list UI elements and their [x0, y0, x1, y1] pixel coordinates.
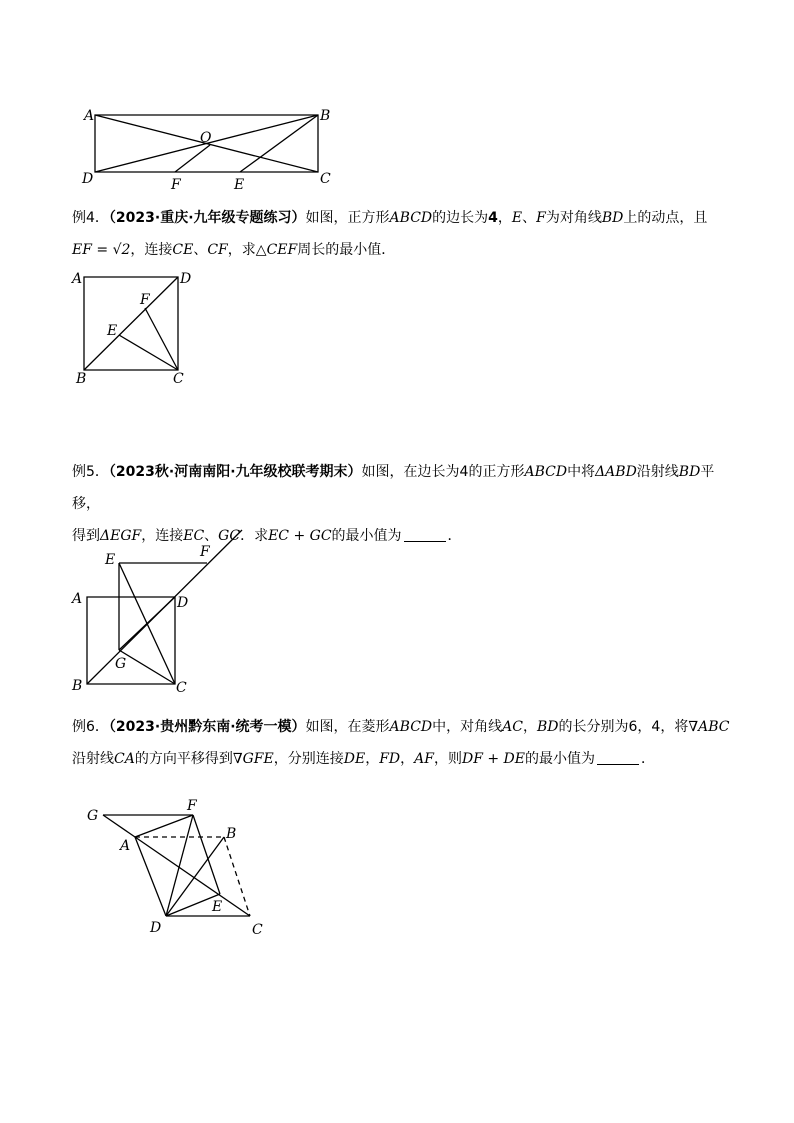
label-e: E	[212, 899, 223, 915]
label-b: B	[226, 826, 237, 842]
label-f: F	[200, 544, 210, 560]
label-f: F	[140, 292, 150, 308]
label-c: C	[252, 922, 263, 938]
example-5-number: 例5．	[72, 464, 109, 480]
label-b: B	[320, 108, 331, 124]
side-ad	[135, 837, 166, 916]
label-e: E	[234, 177, 245, 193]
label-c: C	[173, 371, 184, 387]
label-f: F	[187, 798, 197, 814]
label-e: E	[107, 323, 118, 339]
label-d: D	[177, 595, 189, 611]
label-a: A	[72, 591, 83, 607]
label-a: A	[120, 838, 131, 854]
example-4-text: 例4．（2023·重庆·九年级专题练习）如图，正方形ABCD的边长为4，E、F为对角线BD上的动点，且 EF = √2，连接CE、CF，求△CEF周长的最小值．	[72, 210, 708, 258]
label-d: D	[82, 171, 94, 187]
segment-af	[135, 815, 193, 837]
example-5-source: （2023秋·河南南阳·九年级校联考期末）	[108, 464, 362, 480]
label-b: B	[76, 371, 87, 387]
label-a: A	[84, 108, 95, 124]
example-4-source: （2023·重庆·九年级专题练习）	[108, 210, 306, 226]
example-5-text: 例5．（2023秋·河南南阳·九年级校联考期末）如图，在边长为4的正方形ABCD中将ΔABD沿射线BD平移， 得到ΔEGF，连接EC、GC．求EC + GC的最小值为 ．	[72, 464, 715, 544]
label-d: D	[150, 920, 162, 936]
label-c: C	[176, 680, 187, 696]
segment-fe	[193, 815, 220, 894]
segment-df	[166, 815, 193, 916]
label-d: D	[180, 271, 192, 287]
example-6-source: （2023·贵州黔东南·统考一模）	[108, 719, 306, 735]
example-6-number: 例6．	[72, 719, 109, 735]
label-a: A	[72, 271, 83, 287]
label-b: B	[72, 678, 83, 694]
label-o: O	[200, 130, 212, 146]
label-e: E	[105, 552, 116, 568]
label-f: F	[171, 177, 181, 193]
label-c: C	[320, 171, 331, 187]
label-g: G	[87, 808, 99, 824]
example-6-text: 例6．（2023·贵州黔东南·统考一模）如图，在菱形ABCD中，对角线AC，BD的长分别为6，4，将∇ABC 沿射线CA的方向平移得到∇GFE，分别连接DE，FD，AF，则DF + DE的最小值为 ．	[72, 719, 730, 767]
label-g: G	[115, 656, 127, 672]
side-bc-dashed	[224, 837, 250, 916]
example-4-number: 例4．	[72, 210, 109, 226]
